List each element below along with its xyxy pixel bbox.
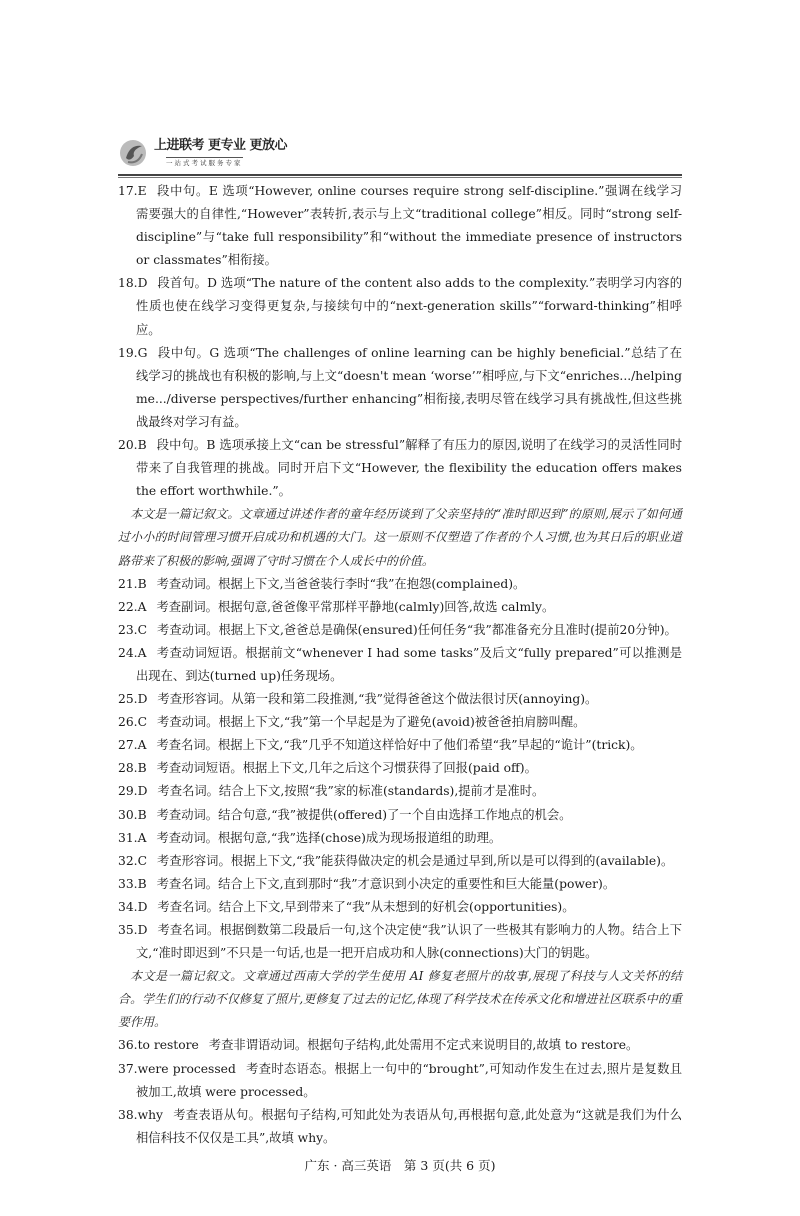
answer-item	[118, 780, 682, 803]
answer-item	[118, 1104, 682, 1150]
question-number: 28.	[118, 761, 138, 776]
answer-item	[118, 827, 682, 850]
question-number: 29.	[118, 784, 138, 799]
answer-item	[118, 850, 682, 873]
answer-key: D	[137, 899, 148, 914]
answer-key: A	[137, 738, 147, 753]
answer-item	[118, 919, 682, 965]
answer-key: C	[137, 853, 147, 868]
answer-key: B	[137, 761, 147, 776]
answer-key: to restore	[137, 1038, 199, 1053]
answer-item	[118, 734, 682, 757]
explanation: 考查动词短语。根据上下文,几年之后这个习惯获得了回报(paid off)。	[156, 761, 537, 776]
explanation: 考查动词短语。根据前文“whenever I had some tasks”及后文“fully prepared”可以推测是出现在、到达(turned up)任务现场。	[136, 645, 682, 683]
answer-key: B	[137, 876, 147, 891]
answer-key: A	[137, 599, 147, 614]
passage-summary: 本文是一篇记叙文。文章通过讲述作者的童年经历谈到了父亲坚持的“准时即迟到”的原则,展示了如何通过小小的时间管理习惯开启成功和机遇的大门。这一原则不仅塑造了作者的个人习惯,也为其日后的职业道路带来了积极的影响,强调了守时习惯在个人成长中的价值。	[118, 507, 682, 568]
explanation: 考查表语从句。根据句子结构,可知此处为表语从句,再根据句意,此处意为“这就是我们为什么相信科技不仅仅是工具”,故填 why。	[136, 1107, 682, 1145]
question-number: 17.	[118, 184, 138, 198]
answer-item	[118, 1034, 682, 1057]
explanation: 段中句。B 选项承接上文“can be stressful”解释了有压力的原因,说明了在线学习的灵活性同时带来了自我管理的挑战。同时开启下文“However, the flexibility the education offers makes the effort worthwhile.”。	[136, 438, 682, 499]
explanation: 考查非谓语动词。根据句子结构,此处需用不定式来说明目的,故填 to restore。	[208, 1038, 639, 1053]
explanation: 段中句。G 选项“The challenges of online learning can be highly beneficial.”总结了在线学习的挑战也有积极的影响,与上文“doesn't mean ‘worse’”相呼应,与下文“enriches.../helping me.../diverse perspectives/further enhancing”相衔接,表明尽管在线学习具有挑战性,但这些挑战最终对学习有益。	[136, 345, 682, 429]
answer-item	[118, 596, 682, 619]
answer-key: G	[137, 345, 148, 360]
question-number: 38.	[118, 1107, 138, 1122]
answer-item	[118, 573, 682, 596]
question-number: 30.	[118, 807, 138, 822]
question-number: 35.	[118, 923, 138, 937]
answer-key: A	[137, 830, 147, 845]
answer-key: D	[137, 784, 148, 799]
answer-key: B	[137, 576, 147, 591]
answer-item	[118, 180, 682, 272]
answer-item	[118, 272, 682, 341]
brand-name: 上进联考 更专业 更放心	[154, 138, 288, 153]
question-number: 20.	[118, 438, 138, 453]
explanation: 考查名词。结合上下文,早到带来了“我”从未想到的好机会(opportunities)。	[157, 899, 575, 914]
question-number: 27.	[118, 738, 138, 753]
answer-key: why	[137, 1107, 163, 1122]
answer-item	[118, 873, 682, 896]
brand-slogan: 一站式考试服务专家	[166, 159, 243, 167]
explanation: 考查名词。根据上下文,“我”几乎不知道这样恰好中了他们希望“我”早起的“诡计”(trick)。	[156, 738, 643, 753]
question-number: 25.	[118, 692, 138, 707]
answer-item	[118, 896, 682, 919]
question-number: 19.	[118, 345, 138, 360]
explanation: 考查副词。根据句意,爸爸像平常那样平静地(calmly)回答,故选 calmly。	[156, 599, 555, 614]
question-number: 23.	[118, 622, 138, 637]
explanation: 段中句。E 选项“However, online courses require strong self-discipline.”强调在线学习需要强大的自律性,“However”表转折,表示与上文“traditional college”相反。同时“strong self-discipline”与“take full responsibility”和“without the immediate presence of instructors or classmates”相衔接。	[136, 184, 682, 268]
answer-key: D	[137, 276, 148, 291]
explanation: 考查时态语态。根据上一句中的“brought”,可知动作发生在过去,照片是复数且被加工,故填 were processed。	[136, 1061, 682, 1099]
question-number: 24.	[118, 645, 138, 660]
answer-item	[118, 342, 682, 434]
question-number: 26.	[118, 715, 138, 730]
question-number: 33.	[118, 876, 138, 891]
explanation: 段首句。D 选项“The nature of the content also adds to the complexity.”表明学习内容的性质也使在线学习变得更复杂,与接续句中的“next-generation skills”“forward-thinking”相呼应。	[136, 276, 682, 337]
question-number: 22.	[118, 599, 138, 614]
question-number: 31.	[118, 830, 138, 845]
answer-item	[118, 619, 682, 642]
question-number: 21.	[118, 576, 138, 591]
answer-content	[118, 180, 682, 1150]
question-number: 36.	[118, 1038, 138, 1053]
explanation: 考查动词。根据句意,“我”选择(chose)成为现场报道组的助理。	[156, 830, 502, 845]
answer-item	[118, 1058, 682, 1104]
answer-key: C	[137, 715, 147, 730]
answer-key: D	[137, 692, 148, 707]
explanation: 考查名词。结合上下文,按照“我”家的标准(standards),提前才是准时。	[157, 784, 545, 799]
answer-item	[118, 642, 682, 688]
answer-key: B	[137, 807, 147, 822]
explanation: 考查动词。根据上下文,爸爸总是确保(ensured)任何任务“我”都准备充分且准时(提前20分钟)。	[156, 622, 677, 637]
explanation: 考查名词。结合上下文,直到那时“我”才意识到小决定的重要性和巨大能量(power)。	[156, 876, 616, 891]
explanation: 考查动词。结合句意,“我”被提供(offered)了一个自由选择工作地点的机会。	[156, 807, 572, 822]
explanation: 考查形容词。根据上下文,“我”能获得做决定的机会是通过早到,所以是可以得到的(available)。	[156, 853, 674, 868]
explanation: 考查形容词。从第一段和第二段推测,“我”觉得爸爸这个做法很讨厌(annoying)。	[157, 692, 598, 707]
answer-key: C	[137, 622, 147, 637]
answer-key: A	[137, 645, 147, 660]
question-number: 18.	[118, 276, 138, 291]
answer-key: B	[137, 438, 147, 453]
question-number: 37.	[118, 1061, 138, 1076]
answer-key: were processed	[137, 1061, 236, 1076]
passage-summary: 本文是一篇记叙文。文章通过西南大学的学生使用 AI 修复老照片的故事,展现了科技与人文关怀的结合。学生们的行动不仅修复了照片,更修复了过去的记忆,体现了科学技术在传承文化和增进社区联系中的重要作用。	[118, 969, 682, 1030]
answer-item	[118, 434, 682, 503]
question-number: 32.	[118, 853, 138, 868]
question-number: 34.	[118, 899, 138, 914]
answer-item	[118, 804, 682, 827]
explanation: 考查动词。根据上下文,当爸爸装行李时“我”在抱怨(complained)。	[156, 576, 526, 591]
page-footer: 广东 · 高三英语 第 3 页(共 6 页)	[304, 1157, 496, 1173]
answer-item	[118, 757, 682, 780]
answer-item	[118, 688, 682, 711]
answer-key: D	[137, 923, 148, 937]
answer-key: E	[137, 184, 147, 198]
answer-item	[118, 711, 682, 734]
explanation: 考查名词。根据倒数第二段最后一句,这个决定使“我”认识了一些极其有影响力的人物。结合上下文,“准时即迟到”不只是一句话,也是一把开启成功和人脉(connections)大门的钥匙。	[136, 923, 682, 961]
explanation: 考查动词。根据上下文,“我”第一个早起是为了避免(avoid)被爸爸拍肩膀叫醒。	[156, 715, 586, 730]
